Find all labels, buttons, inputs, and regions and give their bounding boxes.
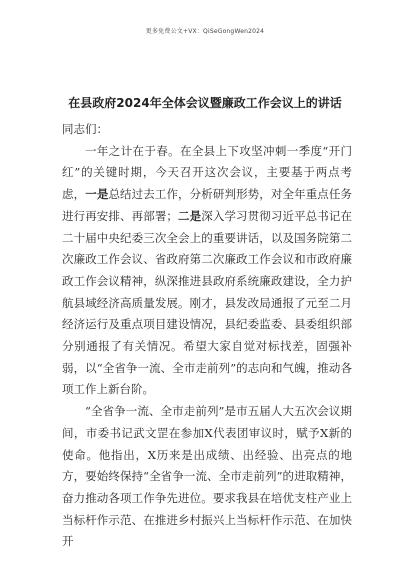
paragraph-text: 总结过去工作，分析研判形势，对全年重点任务进行再安排、再部署； (62, 187, 353, 223)
paragraph (62, 401, 352, 553)
document-title: 在县政府2024年全体会议暨廉政工作会议上的讲话 (68, 96, 342, 110)
document-body (62, 119, 352, 553)
paragraph (62, 141, 352, 401)
paragraph-text: 一年之计在于春。在全县上下攻坚冲刺一季度“开门红”的关键时期，今天召开这次会议，主要基于两点考虑， (62, 143, 352, 202)
header-promo-note: 更多免费公文+VX：QiSeGongWen2024 (145, 28, 265, 35)
paragraph-emphasis: 一是 (85, 187, 109, 202)
paragraph-text: “全省争一流、全市走前列”是市五届人大五次会议期间，市委书记武文罡在参加X代表团审议时，赋予X新的使命。他指出，X历来是出成绩、出经验、出亮点的地方，要始终保持“全省争一流、全市走前列”的进取精神，奋力推动各项工作争先进位。要求我县在培优支柱产业上当标杆作示范、在推进乡村振兴上当标杆作示范、在加快开 (62, 404, 352, 549)
salutation: 同志们： (62, 122, 108, 136)
paragraph-text: 深入学习贯彻习近平总书记在二十届中央纪委三次全会上的重要讲话，以及国务院第二次廉政工作会议、省政府第二次廉政工作会议和市政府廉政工作会议精神，纵深推进县政府系统廉政建设，全力护航县域经济高质量发展。刚才，县发改局通报了元至二月经济运行及重点项目建设情况，县纪委监委、县委组织部分别通报了有关情况。希望大家自觉对标找差，固强补弱，以“全省争一流、全市走前列”的志向和气魄，推动各项工作上新台阶。 (62, 208, 352, 397)
paragraph-emphasis: 二是 (177, 208, 202, 223)
